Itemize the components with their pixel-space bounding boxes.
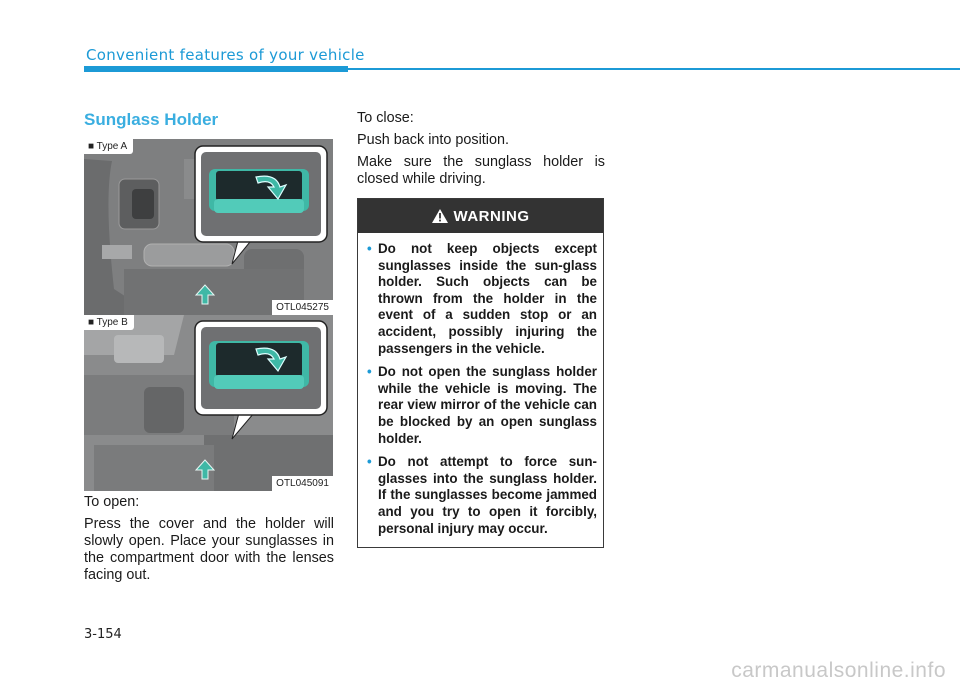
figure-type-label: ■ Type A [84, 139, 133, 154]
bullet-icon: • [367, 241, 372, 256]
bullet-icon: • [367, 454, 372, 470]
warning-item-text: Do not open the sunglass holder while the vehicle is moving. The rear view mirror of the vehicle can be blocked by an open sunglass holder. [378, 364, 597, 446]
warning-header [358, 199, 603, 233]
chapter-title: Convenient features of your vehicle [86, 46, 365, 64]
close-paragraph-1: Push back into position. [357, 132, 509, 148]
illustration-type-b [84, 315, 333, 491]
warning-item-text: Do not keep objects except sunglasses inside the sun-glass holder. Such objects can be thrown from the holder in the event of a sudden stop or an accident, possibly injuring the passengers in the vehicle. [378, 241, 597, 356]
header-rule [348, 68, 960, 70]
open-paragraph: Press the cover and the holder will slowly open. Place your sunglasses in the compartment door with the lenses facing out. [84, 516, 334, 583]
figure-type-a [84, 139, 333, 315]
close-heading: To close: [357, 110, 414, 126]
bullet-icon: • [367, 364, 372, 380]
header-accent-bar [84, 66, 348, 72]
warning-box [357, 198, 604, 548]
illustration-type-a [84, 139, 333, 315]
open-heading: To open: [84, 494, 140, 510]
close-paragraph-2: Make sure the sunglass holder is closed while driving. [357, 154, 605, 187]
watermark: carmanualsonline.info [731, 659, 946, 682]
warning-title: WARNING [453, 207, 530, 225]
page-number: 3-154 [84, 627, 122, 642]
figure-code: OTL045091 [272, 476, 333, 491]
figure-type-label: ■ Type B [84, 315, 134, 330]
section-title: Sunglass Holder [84, 110, 219, 129]
warning-item [368, 364, 597, 447]
warning-item [368, 454, 597, 537]
figure-code: OTL045275 [272, 300, 333, 315]
warning-item-text: Do not attempt to force sun-glasses into the sunglass holder. If the sunglasses become jammed and you try to open it forcibly, personal injury may occur. [378, 454, 597, 536]
figure-type-b [84, 315, 333, 491]
warning-item [368, 241, 597, 357]
warning-list [358, 233, 603, 537]
warning-triangle-icon [432, 209, 448, 223]
